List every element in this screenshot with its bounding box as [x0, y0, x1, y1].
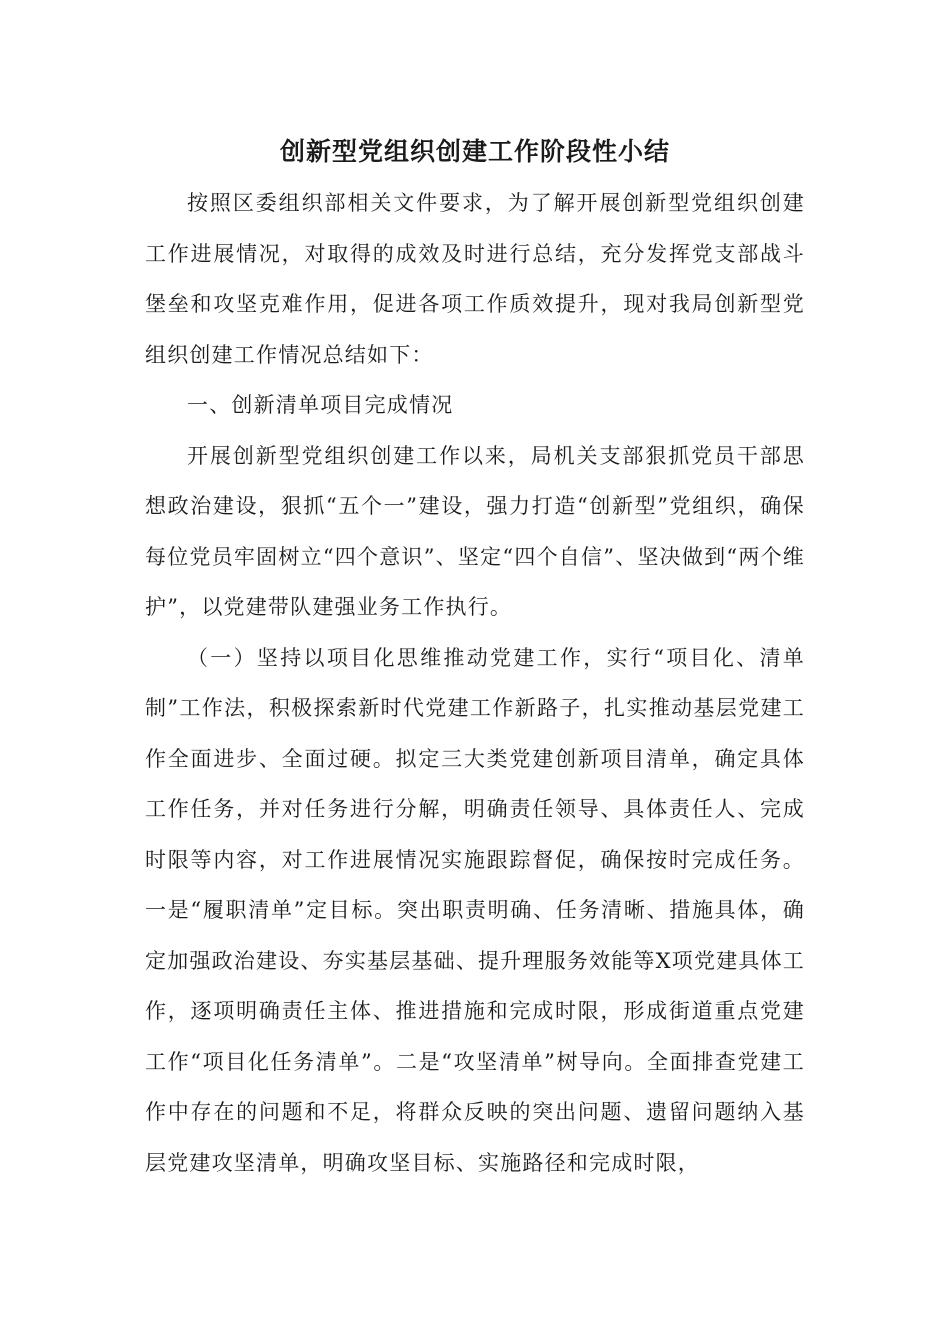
- subsection-paragraph: （一）坚持以项目化思维推动党建工作，实行“项目化、清单制”工作法，积极探索新时代党建工作新路子，扎实推动基层党建工作全面进步、全面过硬。拟定三大类党建创新项目清单，确定具体工作任务，并对任务进行分解，明确责任领导、具体责任人、完成时限等内容，对工作进展情况实施跟踪督促，确保按时完成任务。一是“履职清单”定目标。突出职责明确、任务清晰、措施具体，确定加强政治建设、夯实基层基础、提升理服务效能等X项党建具体工作，逐项明确责任主体、推进措施和完成时限，形成街道重点党建工作“项目化任务清单”。二是“攻坚清单”树导向。全面排查党建工作中存在的问题和不足，将群众反映的突出问题、遗留问题纳入基层党建攻坚清单，明确攻坚目标、实施路径和完成时限，: [145, 645, 805, 1175]
- section-paragraph: 开展创新型党组织创建工作以来，局机关支部狠抓党员干部思想政治建设，狠抓“五个一”建设，强力打造“创新型”党组织，确保每位党员牢固树立“四个意识”、坚定“四个自信”、坚决做到“两个维护”，以党建带队建强业务工作执行。: [145, 443, 805, 619]
- intro-paragraph: 按照区委组织部相关文件要求，为了解开展创新型党组织创建工作进展情况，对取得的成效及时进行总结，充分发挥党支部战斗堡垒和攻坚克难作用，促进各项工作质效提升，现对我局创新型党组织创建工作情况总结如下：: [145, 191, 805, 367]
- document-title: 创新型党组织创建工作阶段性小结: [279, 137, 670, 166]
- document-body: [145, 178, 805, 1188]
- section-heading: 一、创新清单项目完成情况: [187, 393, 454, 417]
